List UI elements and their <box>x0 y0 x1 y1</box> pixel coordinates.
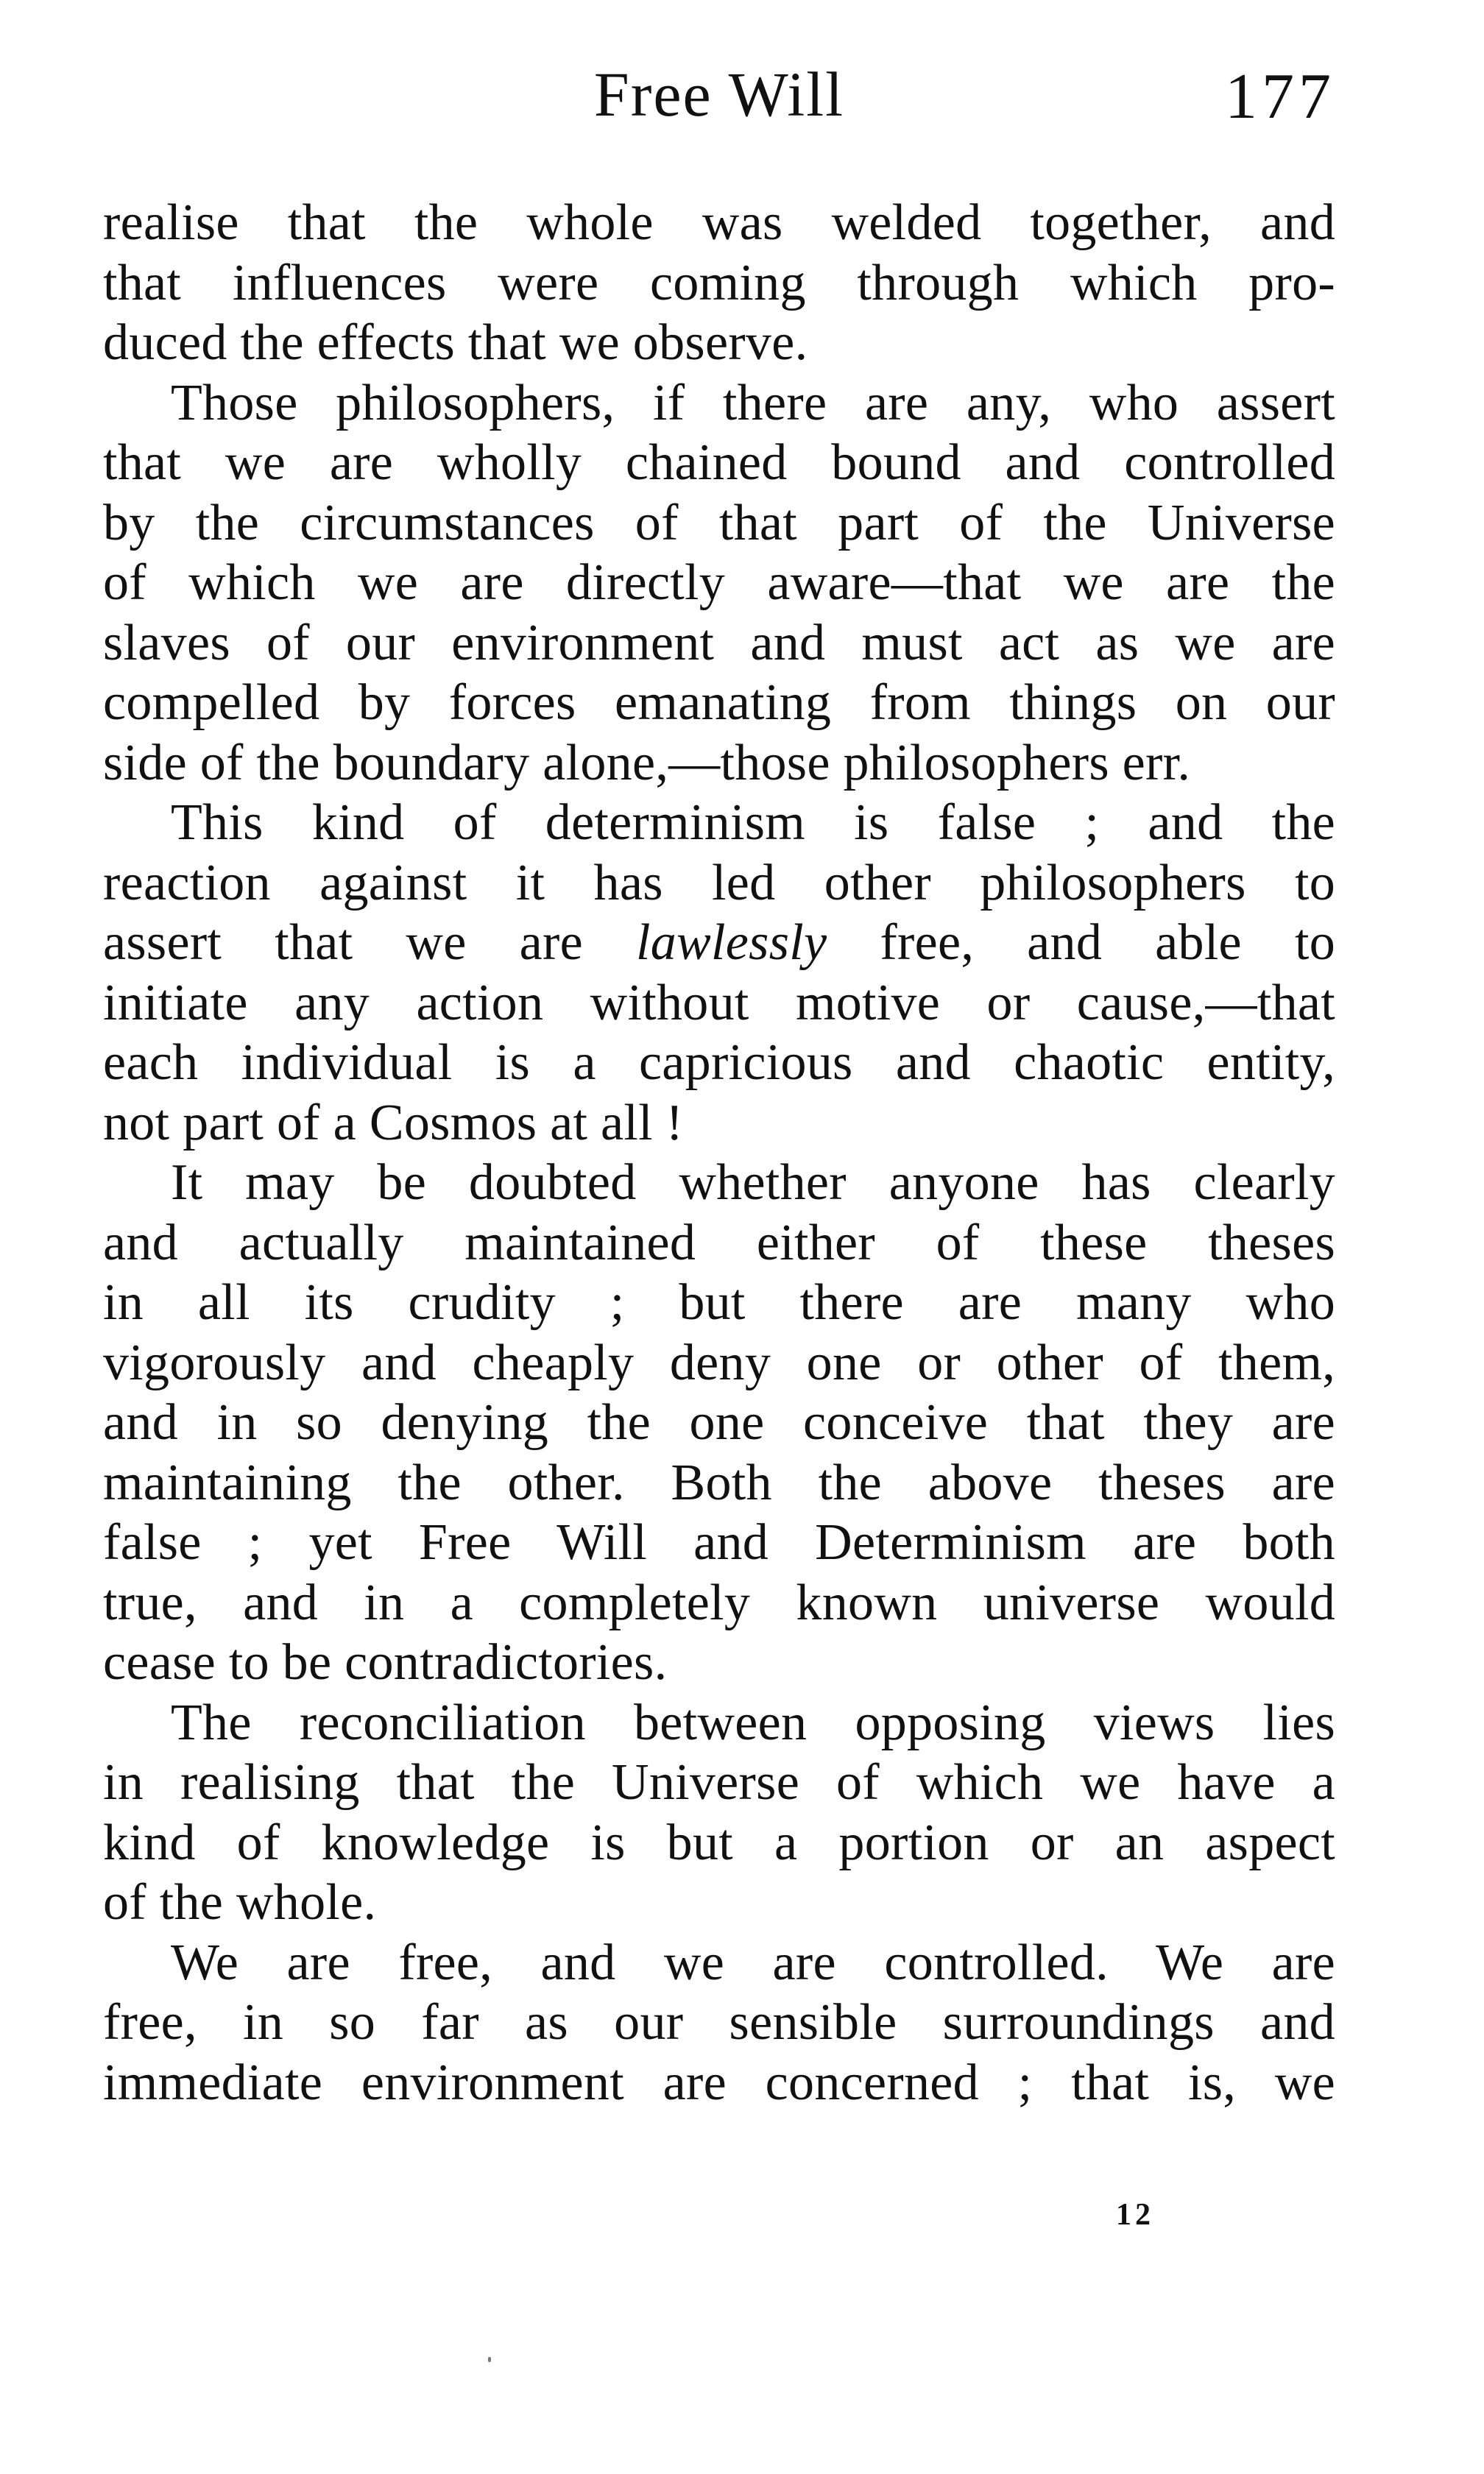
text-line: kind of knowledge is but a portion or an aspect <box>103 1814 1335 1871</box>
text-line: initiate any action without motive or cause,—that <box>103 974 1335 1031</box>
text-line: slaves of our environment and must act as we are <box>103 614 1335 671</box>
paper-speck <box>488 2357 491 2362</box>
text-segment: assert that we are <box>103 914 636 971</box>
text-line: in realising that the Universe of which we have a <box>103 1754 1335 1811</box>
text-line: and actually maintained either of these theses <box>103 1214 1335 1271</box>
text-line <box>103 913 1335 973</box>
text-line: of which we are directly aware—that we are the <box>103 554 1335 611</box>
text-line: cease to be contradictories. <box>103 1634 668 1691</box>
text-line: It may be doubted whether anyone has clearly <box>171 1154 1335 1211</box>
text-line: not part of a Cosmos at all ! <box>103 1094 684 1151</box>
text-line: immediate environment are concerned ; that is, we <box>103 2054 1335 2111</box>
text-line: realise that the whole was welded together, and <box>103 194 1335 251</box>
text-line: and in so denying the one conceive that they are <box>103 1394 1335 1451</box>
text-line: Those philosophers, if there are any, who assert <box>171 374 1335 431</box>
text-line: The reconciliation between opposing views lies <box>171 1694 1335 1751</box>
page-number: 177 <box>1225 61 1335 132</box>
text-line: reaction against it has led other philosophers to <box>103 854 1335 911</box>
text-line: We are free, and we are controlled. We are <box>171 1934 1335 1991</box>
page-header <box>103 57 1335 138</box>
text-line: free, in so far as our sensible surroundings and <box>103 1994 1335 2051</box>
text-line: of the whole. <box>103 1874 377 1931</box>
text-line: side of the boundary alone,—those philosophers err. <box>103 734 1191 791</box>
italic-word: lawlessly <box>636 914 827 971</box>
text-line: false ; yet Free Will and Determinism are both <box>103 1514 1335 1571</box>
body-text <box>103 193 1335 2113</box>
text-line: This kind of determinism is false ; and the <box>171 794 1335 851</box>
text-line: vigorously and cheaply deny one or other of them, <box>103 1334 1335 1391</box>
text-line: by the circumstances of that part of the Universe <box>103 494 1335 551</box>
text-line: that we are wholly chained bound and controlled <box>103 434 1335 491</box>
text-line: true, and in a completely known universe would <box>103 1574 1335 1631</box>
text-line: in all its crudity ; but there are many who <box>103 1274 1335 1331</box>
text-line: maintaining the other. Both the above theses are <box>103 1454 1335 1511</box>
text-line: that influences were coming through which pro- <box>103 254 1335 311</box>
text-segment: free, and able to <box>827 914 1335 971</box>
text-line: duced the effects that we observe. <box>103 314 808 371</box>
text-line: each individual is a capricious and chaotic entity, <box>103 1034 1335 1091</box>
signature-mark: 12 <box>1116 2198 1154 2232</box>
text-line: compelled by forces emanating from things on our <box>103 674 1335 731</box>
running-title: Free Will <box>593 59 845 130</box>
